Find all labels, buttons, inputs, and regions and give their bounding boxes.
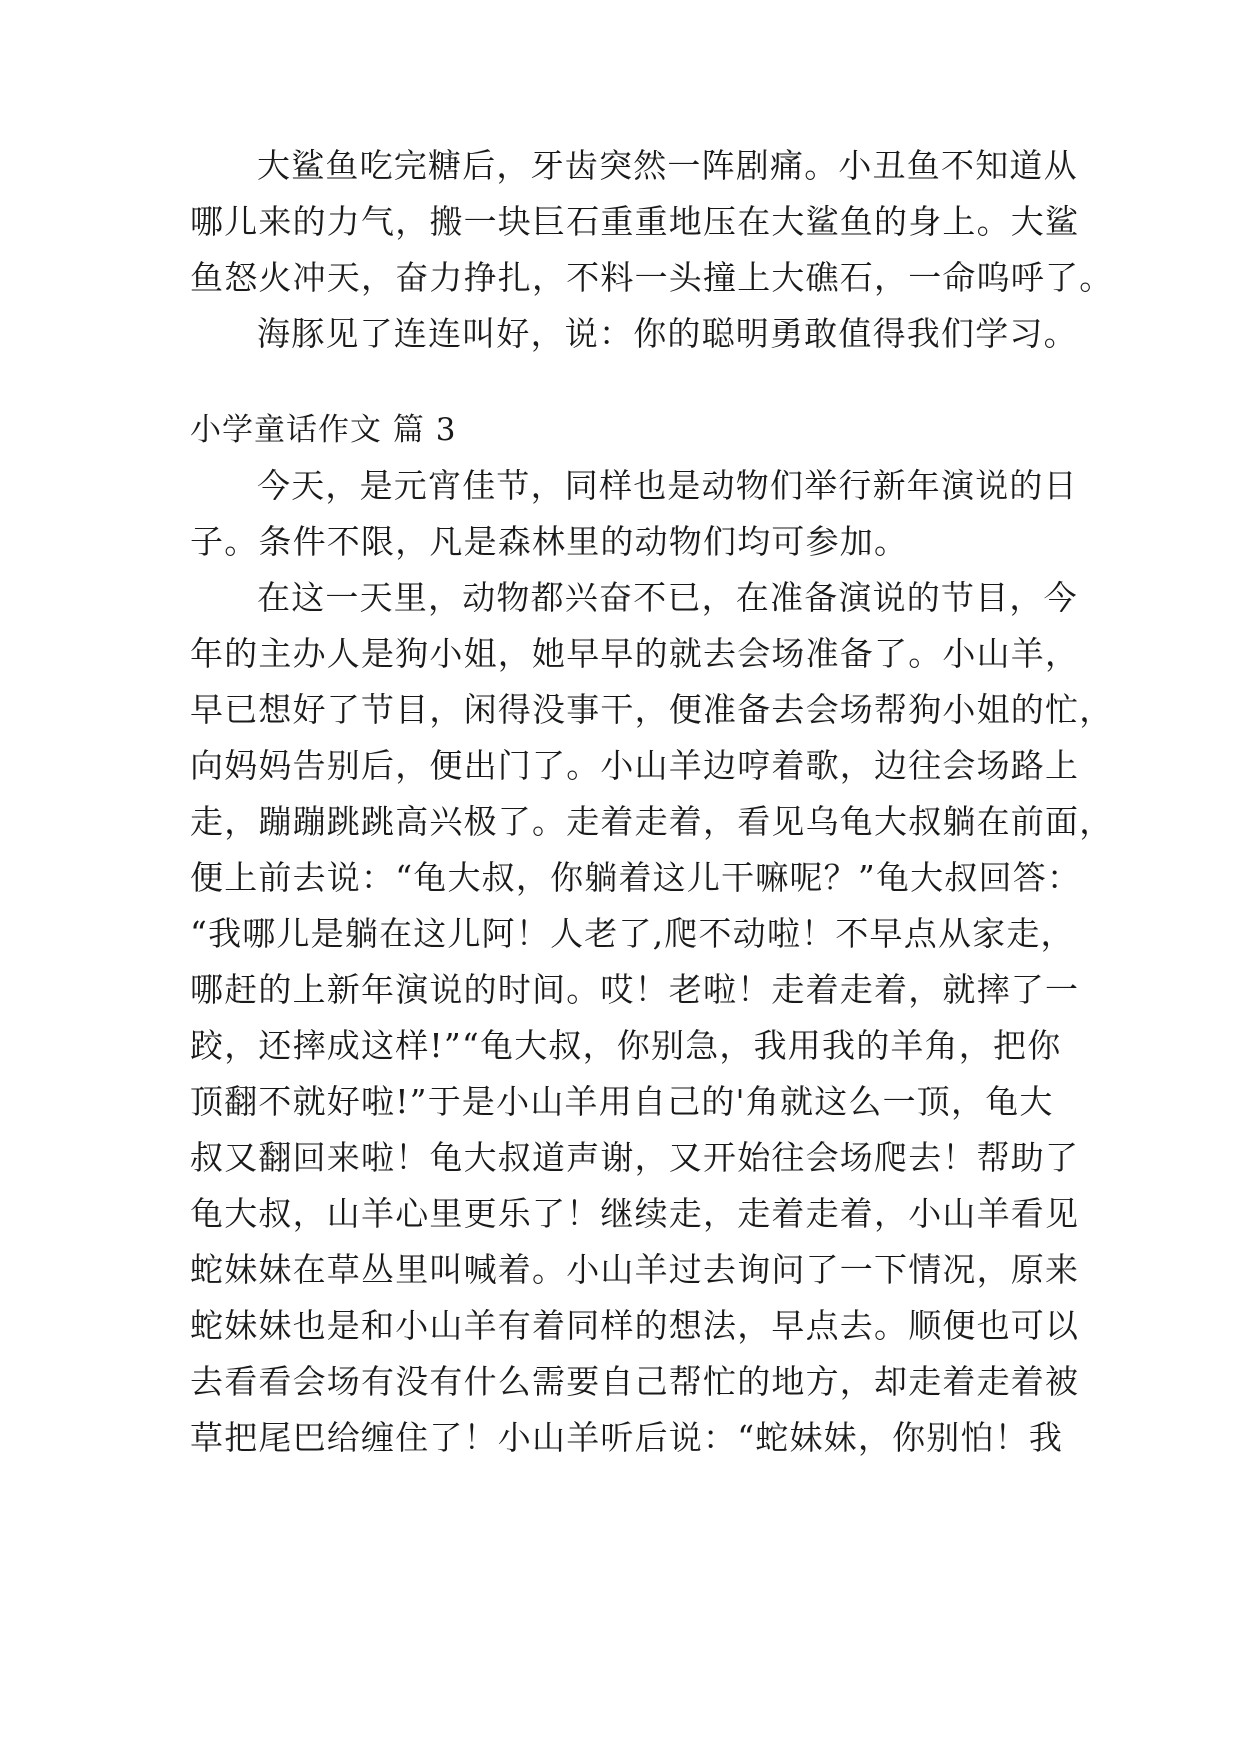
paragraph-line: 蛇妹妹在草丛里叫喊着。小山羊过去询问了一下情况，原来 xyxy=(190,1250,1080,1289)
paragraph-line: 龟大叔，山羊心里更乐了！继续走，走着走着，小山羊看见 xyxy=(190,1194,1080,1233)
paragraph-line: 向妈妈告别后，便出门了。小山羊边哼着歌，边往会场路上 xyxy=(190,746,1080,785)
section-title: 小学童话作文 篇 3 xyxy=(190,412,457,448)
paragraph-line: “我哪儿是躺在这儿阿！人老了,爬不动啦！不早点从家走， xyxy=(190,914,1075,953)
paragraph-line: 哪赶的上新年演说的时间。哎！老啦！走着走着，就摔了一 xyxy=(190,970,1080,1009)
paragraph-line: 海豚见了连连叫好，说：你的聪明勇敢值得我们学习。 xyxy=(257,314,1078,353)
paragraph-line: 早已想好了节目，闲得没事干，便准备去会场帮狗小姐的忙， xyxy=(190,690,1114,729)
paragraph-line: 便上前去说：“龟大叔，你躺着这儿干嘛呢？”龟大叔回答： xyxy=(190,858,1082,897)
paragraph-line: 鱼怒火冲天，奋力挣扎，不料一头撞上大礁石，一命呜呼了。 xyxy=(190,258,1114,297)
paragraph-line: 走，蹦蹦跳跳高兴极了。走着走着，看见乌龟大叔躺在前面， xyxy=(190,802,1114,841)
paragraph-line: 大鲨鱼吃完糖后，牙齿突然一阵剧痛。小丑鱼不知道从 xyxy=(257,146,1078,185)
paragraph-line: 跤，还摔成这样!”“龟大叔，你别急，我用我的羊角，把你 xyxy=(190,1026,1062,1065)
paragraph-line: 顶翻不就好啦!”于是小山羊用自己的'角就这么一顶，龟大 xyxy=(190,1082,1054,1121)
paragraph-line: 去看看会场有没有什么需要自己帮忙的地方，却走着走着被 xyxy=(190,1362,1080,1401)
paragraph-line: 草把尾巴给缠住了！小山羊听后说：“蛇妹妹，你别怕！我 xyxy=(190,1418,1064,1457)
paragraph-line: 今天，是元宵佳节，同样也是动物们举行新年演说的日 xyxy=(257,466,1078,505)
paragraph-line: 叔又翻回来啦！龟大叔道声谢，又开始往会场爬去！帮助了 xyxy=(190,1138,1080,1177)
paragraph-line: 年的主办人是狗小姐，她早早的就去会场准备了。小山羊， xyxy=(190,634,1080,673)
paragraph-line: 在这一天里，动物都兴奋不已，在准备演说的节目，今 xyxy=(257,578,1078,617)
paragraph-line: 蛇妹妹也是和小山羊有着同样的想法，早点去。顺便也可以 xyxy=(190,1306,1080,1345)
paragraph-line: 哪儿来的力气，搬一块巨石重重地压在大鲨鱼的身上。大鲨 xyxy=(190,202,1080,241)
paragraph-line: 子。条件不限，凡是森林里的动物们均可参加。 xyxy=(190,522,909,561)
